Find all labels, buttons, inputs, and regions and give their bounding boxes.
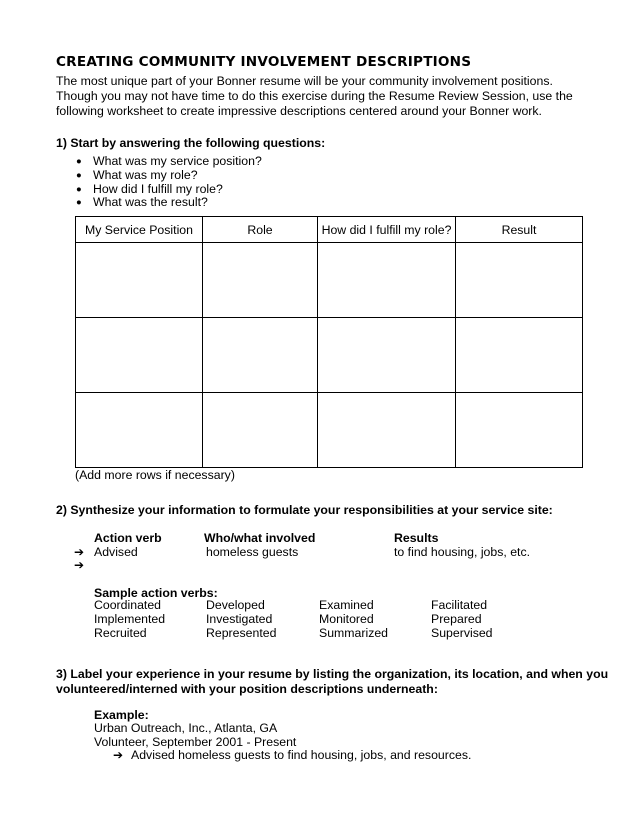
section2-heading: 2) Synthesize your information to formulate your responsibilities at your service site:	[56, 503, 553, 517]
example-organization: Urban Outreach, Inc., Atlanta, GA	[94, 721, 278, 735]
verb-item: Implemented	[94, 611, 166, 626]
table-cell[interactable]	[456, 318, 583, 393]
question-item: ● What was the result?	[76, 196, 262, 210]
table-cell[interactable]	[456, 393, 583, 468]
example-label: Example:	[94, 708, 149, 722]
verb-item: Supervised	[431, 625, 493, 640]
example-role: Volunteer, September 2001 - Present	[94, 735, 297, 749]
section3-heading-line1: 3) Label your experience in your resume by listing the organization, its location, and when you	[56, 667, 609, 681]
sample-verbs-heading: Sample action verbs:	[94, 586, 218, 600]
header-how-fulfilled: How did I fulfill my role?	[318, 217, 456, 243]
section1-heading: 1) Start by answering the following questions:	[56, 136, 326, 150]
example-action-verb: Advised	[94, 545, 138, 559]
table-row	[76, 318, 583, 393]
section3-heading-line2: volunteered/interned with your position descriptions underneath:	[56, 682, 438, 696]
verb-item: Recruited	[94, 625, 147, 640]
table-cell[interactable]	[203, 318, 318, 393]
col-header-action-verb: Action verb	[94, 531, 162, 545]
table-cell[interactable]	[318, 243, 456, 318]
arrow-right-icon: ➔	[113, 748, 124, 762]
table-row	[76, 243, 583, 318]
table-note: (Add more rows if necessary)	[75, 468, 235, 482]
col-header-results: Results	[394, 531, 439, 545]
table-row	[76, 393, 583, 468]
intro-paragraph: The most unique part of your Bonner resume will be your community involvement positions. Though you may not have time to do this exercise during the Resume Review Session, use the following worksheet to create impressive descriptions centered around your Bonner work.	[56, 74, 573, 118]
verb-item: Represented	[206, 625, 277, 640]
example-results: to find housing, jobs, etc.	[394, 545, 531, 559]
arrow-right-icon: ➔	[74, 558, 85, 572]
col-header-who-what: Who/what involved	[204, 531, 316, 545]
verb-column	[206, 599, 276, 640]
page-title: CREATING COMMUNITY INVOLVEMENT DESCRIPTIONS	[56, 54, 472, 70]
table-cell[interactable]	[76, 318, 203, 393]
example-bullet: Advised homeless guests to find housing, jobs, and resources.	[131, 748, 472, 762]
verb-item: Developed	[206, 598, 265, 612]
arrow-right-icon: ➔	[74, 545, 85, 559]
verb-column	[431, 599, 493, 640]
question-list	[76, 155, 262, 210]
header-service-position: My Service Position	[76, 217, 203, 243]
verb-column	[319, 599, 388, 640]
question-item: ● How did I fulfill my role?	[76, 183, 262, 197]
worksheet-table	[75, 216, 583, 468]
example-who-what: homeless guests	[206, 545, 299, 559]
question-item: ● What was my role?	[76, 169, 262, 183]
verb-item: Monitored	[319, 611, 374, 626]
verb-item: Facilitated	[431, 598, 488, 612]
header-result: Result	[456, 217, 583, 243]
verb-item: Summarized	[319, 625, 389, 640]
table-cell[interactable]	[318, 318, 456, 393]
table-cell[interactable]	[318, 393, 456, 468]
table-cell[interactable]	[456, 243, 583, 318]
verb-item: Prepared	[431, 611, 482, 626]
table-header-row	[76, 217, 583, 243]
table-cell[interactable]	[203, 393, 318, 468]
verb-item: Investigated	[206, 611, 273, 626]
verb-item: Coordinated	[94, 598, 161, 612]
table-cell[interactable]	[203, 243, 318, 318]
verb-column	[94, 599, 165, 640]
verb-item: Examined	[319, 598, 374, 612]
question-item: ● What was my service position?	[76, 155, 262, 169]
table-cell[interactable]	[76, 393, 203, 468]
table-cell[interactable]	[76, 243, 203, 318]
header-role: Role	[203, 217, 318, 243]
